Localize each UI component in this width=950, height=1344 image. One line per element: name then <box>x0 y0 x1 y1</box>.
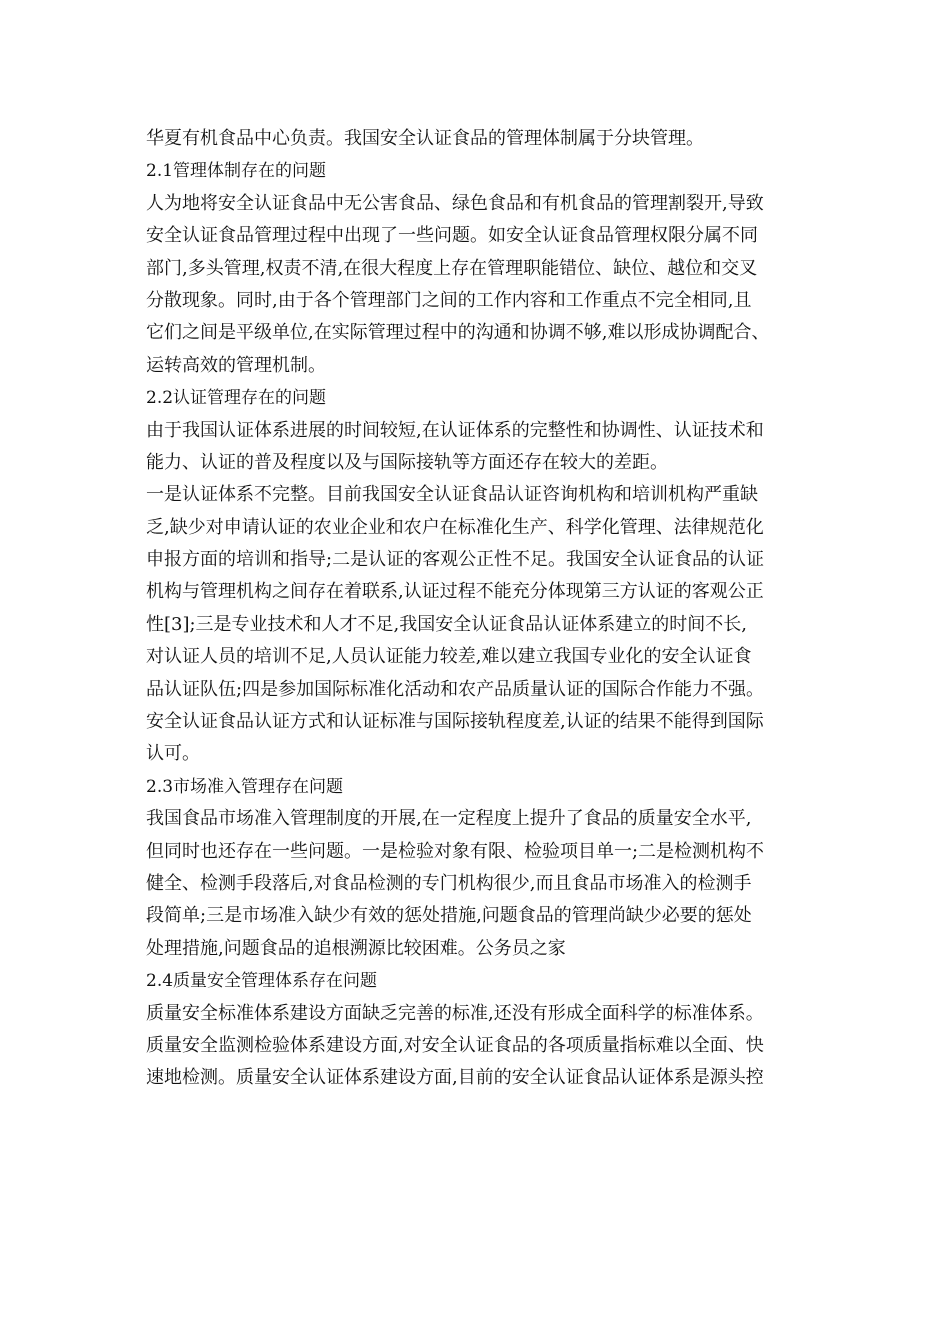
paragraph-line: 部门,多头管理,权责不清,在很大程度上存在管理职能错位、缺位、越位和交叉 <box>146 257 758 279</box>
paragraph-line: 人为地将安全认证食品中无公害食品、绿色食品和有机食品的管理割裂开,导致 <box>146 192 764 214</box>
paragraph-line: 质量安全标准体系建设方面缺乏完善的标准,还没有形成全面科学的标准体系。 <box>146 1002 764 1024</box>
section-heading-2-1: 2.1管理体制存在的问题 <box>146 161 327 182</box>
paragraph-line: 健全、检测手段落后,对食品检测的专门机构很少,而且食品市场准入的检测手 <box>146 872 752 894</box>
paragraph-line: 我国食品市场准入管理制度的开展,在一定程度上提升了食品的质量安全水平, <box>146 808 752 830</box>
paragraph-line: 对认证人员的培训不足,人员认证能力较差,难以建立我国专业化的安全认证食 <box>146 646 752 668</box>
paragraph-line: 由于我国认证体系进展的时间较短,在认证体系的完整性和协调性、认证技术和 <box>146 419 764 441</box>
paragraph-line: 处理措施,问题食品的追根溯源比较困难。公务员之家 <box>146 937 566 959</box>
paragraph-line: 但同时也还存在一些问题。一是检验对象有限、检验项目单一;二是检测机构不 <box>146 840 765 862</box>
paragraph-line: 认可。 <box>146 743 200 765</box>
section-heading-2-4: 2.4质量安全管理体系存在问题 <box>146 971 378 992</box>
paragraph-line: 质量安全监测检验体系建设方面,对安全认证食品的各项质量指标难以全面、快 <box>146 1034 764 1056</box>
document-body <box>146 123 826 1095</box>
paragraph-line: 段简单;三是市场准入缺少有效的惩处措施,问题食品的管理尚缺少必要的惩处 <box>146 905 752 927</box>
paragraph-line: 安全认证食品管理过程中出现了一些问题。如安全认证食品管理权限分属不同 <box>146 225 758 247</box>
paragraph-line: 华夏有机食品中心负责。我国安全认证食品的管理体制属于分块管理。 <box>146 128 704 149</box>
paragraph-line: 品认证队伍;四是参加国际标准化活动和农产品质量认证的国际合作能力不强。 <box>146 678 765 700</box>
paragraph-line: 申报方面的培训和指导;二是认证的客观公正性不足。我国安全认证食品的认证 <box>146 549 765 571</box>
section-heading-2-3: 2.3市场准入管理存在问题 <box>146 776 344 797</box>
paragraph-line: 乏,缺少对申请认证的农业企业和农户在标准化生产、科学化管理、法律规范化 <box>146 516 764 538</box>
paragraph-line: 机构与管理机构之间存在着联系,认证过程不能充分体现第三方认证的客观公正 <box>146 581 764 603</box>
paragraph-line: 一是认证体系不完整。目前我国安全认证食品认证咨询机构和培训机构严重缺 <box>146 484 758 506</box>
paragraph-line: 速地检测。质量安全认证体系建设方面,目前的安全认证食品认证体系是源头控 <box>146 1067 764 1089</box>
paragraph-line: 分散现象。同时,由于各个管理部门之间的工作内容和工作重点不完全相同,且 <box>146 289 752 311</box>
paragraph-line: 它们之间是平级单位,在实际管理过程中的沟通和协调不够,难以形成协调配合、 <box>146 322 770 344</box>
paragraph-line: 能力、认证的普及程度以及与国际接轨等方面还存在较大的差距。 <box>146 451 668 473</box>
section-heading-2-2: 2.2认证管理存在的问题 <box>146 388 327 409</box>
paragraph-line: 运转高效的管理机制。 <box>146 354 326 376</box>
paragraph-line: 安全认证食品认证方式和认证标准与国际接轨程度差,认证的结果不能得到国际 <box>146 711 764 733</box>
paragraph-line: 性[3];三是专业技术和人才不足,我国安全认证食品认证体系建立的时间不长, <box>146 613 748 635</box>
